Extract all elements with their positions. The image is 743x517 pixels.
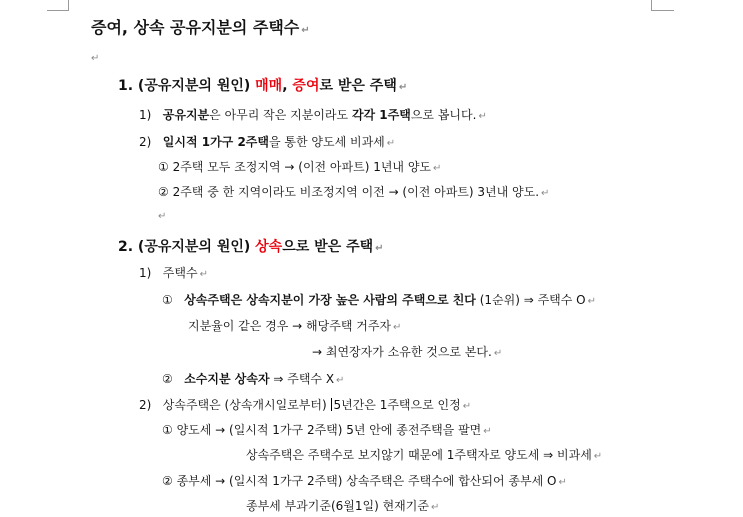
- section2-item2[interactable]: 2) 상속주택은 (상속개시일로부터) 5년간은 1주택으로 인정 ↵: [139, 398, 472, 412]
- section2-item1[interactable]: 1) 주택수 ↵: [139, 266, 208, 280]
- paragraph-mark: ↵: [398, 82, 408, 93]
- highlight-sangsok: 상속: [255, 239, 283, 255]
- section2-case2[interactable]: ② 소수지분 상속자 ⇒ 주택수 X ↵: [162, 372, 345, 386]
- paragraph-mark: ↵: [462, 401, 472, 412]
- section2-detail2[interactable]: ② 종부세 → (일시적 1가구 2주택) 상속주택은 주택수에 합산되어 종부세 O ↵: [162, 474, 567, 488]
- document-title[interactable]: 증여, 상속 공유지분의 주택수 ↵: [91, 18, 310, 37]
- empty-paragraph-mark: ↵: [91, 53, 100, 64]
- section2-case1[interactable]: ① 상속주택은 상속지분이 가장 높은 사람의 주택으로 친다 (1순위) ⇒ 주택수 O ↵: [162, 293, 597, 307]
- paragraph-mark: ↵: [433, 163, 442, 174]
- paragraph-mark: ↵: [558, 477, 567, 488]
- section2-heading[interactable]: 2. (공유지분의 원인) 상속으로 받은 주택 ↵: [118, 239, 384, 255]
- section2-detail1-line2[interactable]: 상속주택은 주택수로 보지않기 때문에 1주택자로 양도세 ⇒ 비과세 ↵: [246, 448, 603, 462]
- paragraph-mark: ↵: [478, 111, 487, 122]
- highlight-jeungyeo: 증여: [292, 78, 320, 94]
- paragraph-mark: ↵: [336, 375, 345, 386]
- section2-case1-line2[interactable]: 지분율이 같은 경우 → 해당주택 거주자 ↵: [188, 319, 402, 333]
- section2-detail1[interactable]: ① 양도세 → (일시적 1가구 2주택) 5년 안에 종전주택을 팔면 ↵: [162, 423, 492, 437]
- page-corner-mark-right: [651, 0, 674, 11]
- paragraph-mark: ↵: [301, 25, 310, 36]
- section1-sub2[interactable]: ② 2주택 중 한 지역이라도 비조정지역 이전 → (이전 아파트) 3년내 양도. ↵: [158, 185, 550, 199]
- paragraph-mark: ↵: [199, 269, 208, 280]
- page-corner-mark-left: [47, 0, 69, 11]
- paragraph-mark: ↵: [483, 426, 492, 437]
- paragraph-mark: ↵: [386, 138, 396, 149]
- empty-paragraph-mark: ↵: [158, 211, 167, 222]
- paragraph-mark: ↵: [493, 348, 503, 359]
- section1-item2[interactable]: 2) 일시적 1가구 2주택을 통한 양도세 비과세 ↵: [139, 135, 396, 149]
- section1-sub1[interactable]: ① 2주택 모두 조정지역 → (이전 아파트) 1년내 양도 ↵: [158, 160, 442, 174]
- section2-case1-line3[interactable]: → 최연장자가 소유한 것으로 본다. ↵: [312, 345, 503, 359]
- highlight-maemae: 매매: [255, 78, 283, 94]
- section2-detail2-line2[interactable]: 종부세 부과기준(6월1일) 현재기준 ↵: [246, 499, 440, 513]
- paragraph-mark: ↵: [375, 243, 384, 254]
- paragraph-mark: ↵: [393, 322, 402, 333]
- section1-item1[interactable]: 1) 공유지분은 아무리 작은 지분이라도 각각 1주택으로 봅니다. ↵: [139, 108, 487, 122]
- paragraph-mark: ↵: [430, 502, 440, 513]
- paragraph-mark: ↵: [541, 188, 550, 199]
- paragraph-mark: ↵: [587, 296, 597, 307]
- section1-heading[interactable]: 1. (공유지분의 원인) 매매, 증여로 받은 주택 ↵: [118, 78, 408, 94]
- paragraph-mark: ↵: [593, 451, 603, 462]
